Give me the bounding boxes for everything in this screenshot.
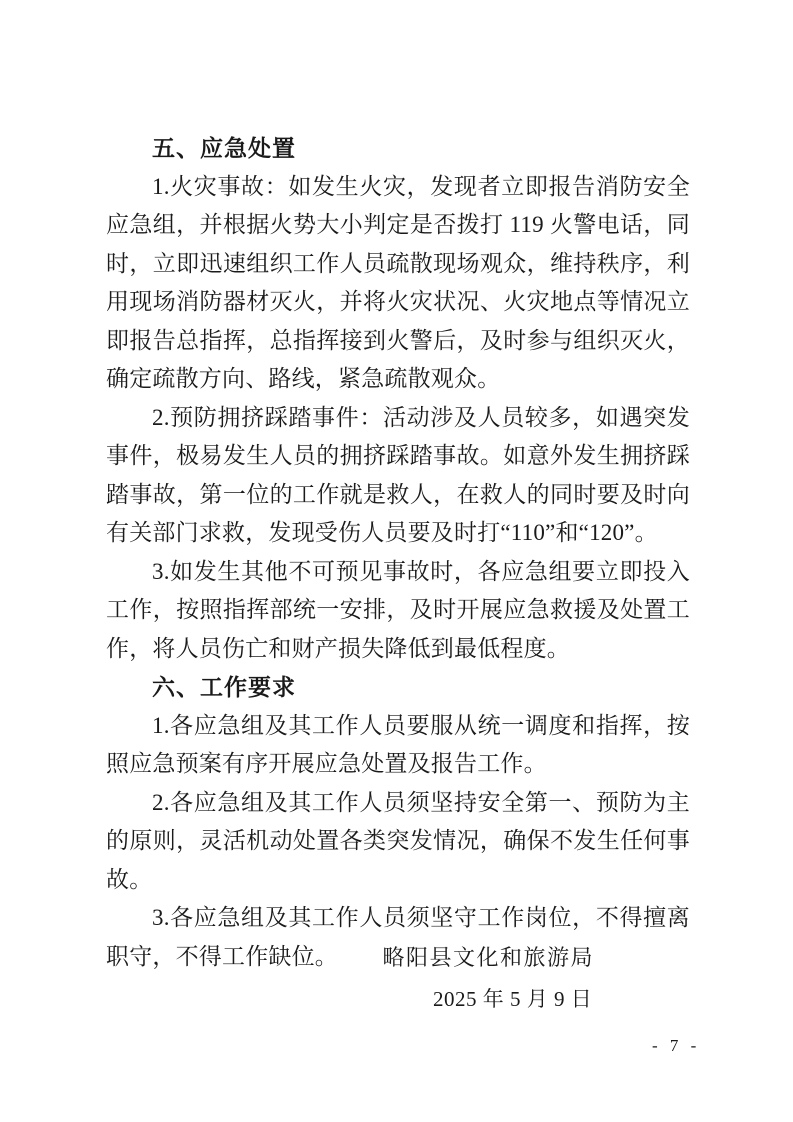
paragraph-requirement-1: 1.各应急组及其工作人员要服从统一调度和指挥，按照应急预案有序开展应急处置及报告工作。 (106, 712, 690, 776)
paragraph-stampede-prevention: 2.预防拥挤踩踏事件：活动涉及人员较多，如遇突发事件，极易发生人员的拥挤踩踏事故。如意外发生拥挤踩踏事故，第一位的工作就是救人，在救人的同时要及时向有关部门求救，发现受伤人员要及时打“110”和“120”。 (106, 404, 690, 545)
paragraph-requirement-2: 2.各应急组及其工作人员须坚持安全第一、预防为主的原则，灵活机动处置各类突发情况，确保不发生任何事故。 (106, 789, 690, 892)
document-body (106, 129, 690, 976)
signature-date: 2025 年 5 月 9 日 (433, 987, 593, 1011)
signature-organization: 略阳县文化和旅游局 (382, 945, 594, 970)
section-heading-work-requirements: 六、工作要求 (152, 674, 296, 700)
paragraph-fire-accident: 1.火灾事故：如发生火灾，发现者立即报告消防安全应急组，并根据火势大小判定是否拨打 119 火警电话，同时，立即迅速组织工作人员疏散现场观众，维持秩序，利用现场消防器材灭火，并将火灾状况、火灾地点等情况立即报告总指挥，总指挥接到火警后，及时参与组织灭火，确定疏散方向、路线，紧急疏散观众。 (106, 173, 690, 391)
paragraph-requirement-3: 3.各应急组及其工作人员须坚守工作岗位，不得擅离职守，不得工作缺位。 (106, 905, 690, 969)
paragraph-other-accidents: 3.如发生其他不可预见事故时，各应急组要立即投入工作，按照指挥部统一安排，及时开展应急救援及处置工作，将人员伤亡和财产损失降低到最低程度。 (106, 558, 690, 661)
section-heading-emergency-handling: 五、应急处置 (152, 135, 296, 161)
page-number: - 7 - (652, 1036, 701, 1055)
